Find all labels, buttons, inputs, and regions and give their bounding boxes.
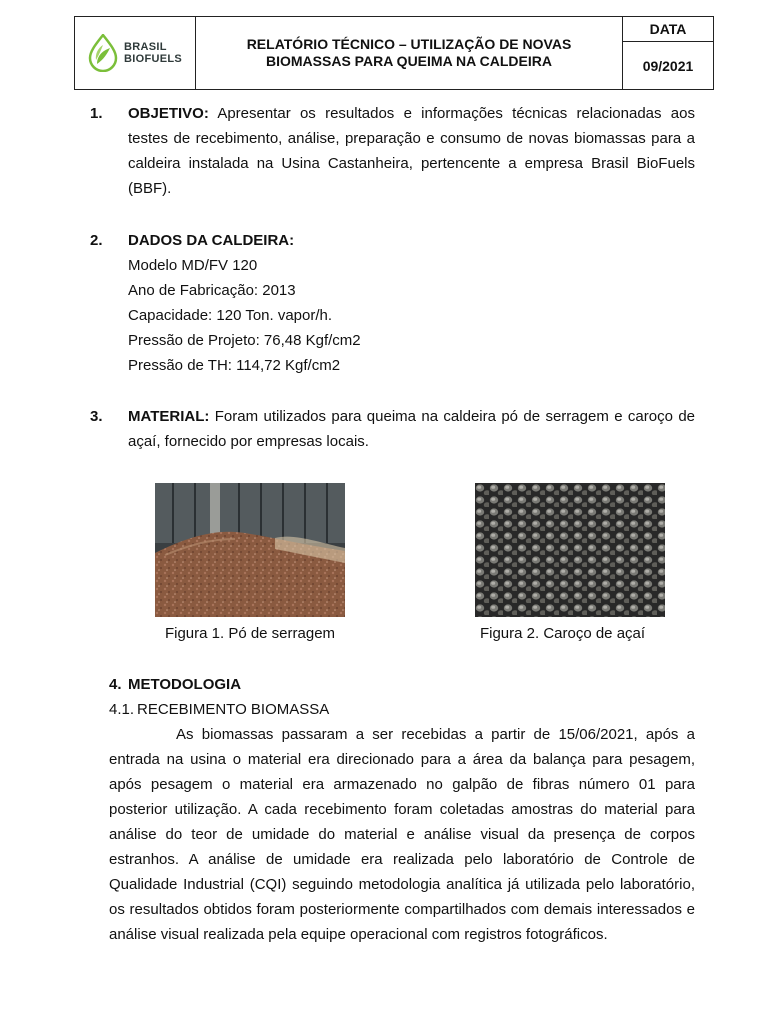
- logo: [75, 17, 196, 89]
- section-dados-caldeira: [90, 228, 695, 378]
- figures-row: [150, 483, 670, 653]
- date-label: DATA: [623, 17, 713, 42]
- date-box: [623, 17, 713, 89]
- section-objetivo: [90, 101, 695, 201]
- date-value: 09/2021: [642, 57, 694, 74]
- section-text: Apresentar os resultados e informações técnicas relacionadas aos testes de recebimento, análise, preparação e consumo de novas biomassas para a caldeira instalada na Usina Castanheira, pertencente a empresa Brasil BioFuels (BBF).: [128, 105, 695, 197]
- boiler-design-pressure: Pressão de Projeto: 76,48 Kgf/cm2: [128, 332, 361, 349]
- title-line-2: BIOMASSAS PARA QUEIMA NA CALDEIRA: [266, 53, 552, 69]
- figure-1: [150, 483, 350, 642]
- section-material: [90, 404, 696, 454]
- subsection-number: 4.1.: [109, 701, 135, 718]
- section-heading: DADOS DA CALDEIRA:: [128, 232, 295, 249]
- boiler-capacity: Capacidade: 120 Ton. vapor/h.: [128, 307, 333, 324]
- section-text: Foram utilizados para queima na caldeira pó de serragem e caroço de açaí, fornecido por empresas locais.: [128, 408, 696, 450]
- boiler-year: Ano de Fabricação: 2013: [128, 282, 296, 299]
- subsection-recebimento: [109, 697, 695, 947]
- document-title: [196, 17, 623, 89]
- sawdust-photo: [155, 483, 345, 617]
- boiler-model: Modelo MD/FV 120: [128, 257, 258, 274]
- logo-line-2: BIOFUELS: [123, 53, 182, 65]
- leaf-drop-icon: [88, 34, 118, 72]
- section-number: 2.: [90, 232, 103, 249]
- section-heading: MATERIAL:: [128, 408, 210, 425]
- section-number: 1.: [90, 105, 103, 122]
- section-number: 4.: [109, 676, 122, 693]
- figure-2-caption: Figura 2. Caroço de açaí: [479, 625, 646, 642]
- logo-line-1: BRASIL: [123, 41, 167, 53]
- section-metodologia: [109, 672, 695, 697]
- section-number: 3.: [90, 408, 103, 425]
- document-header: [74, 16, 714, 90]
- figure-1-caption: Figura 1. Pó de serragem: [164, 625, 336, 642]
- acai-seed-photo: [475, 483, 665, 617]
- section-heading: METODOLOGIA: [128, 676, 242, 693]
- section-heading: OBJETIVO:: [128, 105, 209, 122]
- boiler-th-pressure: Pressão de TH: 114,72 Kgf/cm2: [128, 357, 341, 374]
- figure-2: [460, 483, 665, 642]
- title-line-1: RELATÓRIO TÉCNICO – UTILIZAÇÃO DE NOVAS: [246, 36, 572, 52]
- subsection-heading: RECEBIMENTO BIOMASSA: [137, 701, 330, 718]
- methodology-paragraph: As biomassas passaram a ser recebidas a partir de 15/06/2021, após a entrada na usina o material era direcionado para a área da balança para pesagem, após pesagem o material era armazenado no galpão de fibras número 01 para posterior utilização. A cada recebimento foram coletadas amostras do material para análise do teor de umidade do material e análise visual da presença de corpos estranhos. A análise de umidade era realizada pelo laboratório de Controle de Qualidade Industrial (CQI) seguindo metodologia analítica já utilizada pelo laboratório, os resultados obtidos foram posteriormente compartilhados com demais interessados e análise visual realizada pela equipe operacional com registros fotográficos.: [109, 726, 695, 943]
